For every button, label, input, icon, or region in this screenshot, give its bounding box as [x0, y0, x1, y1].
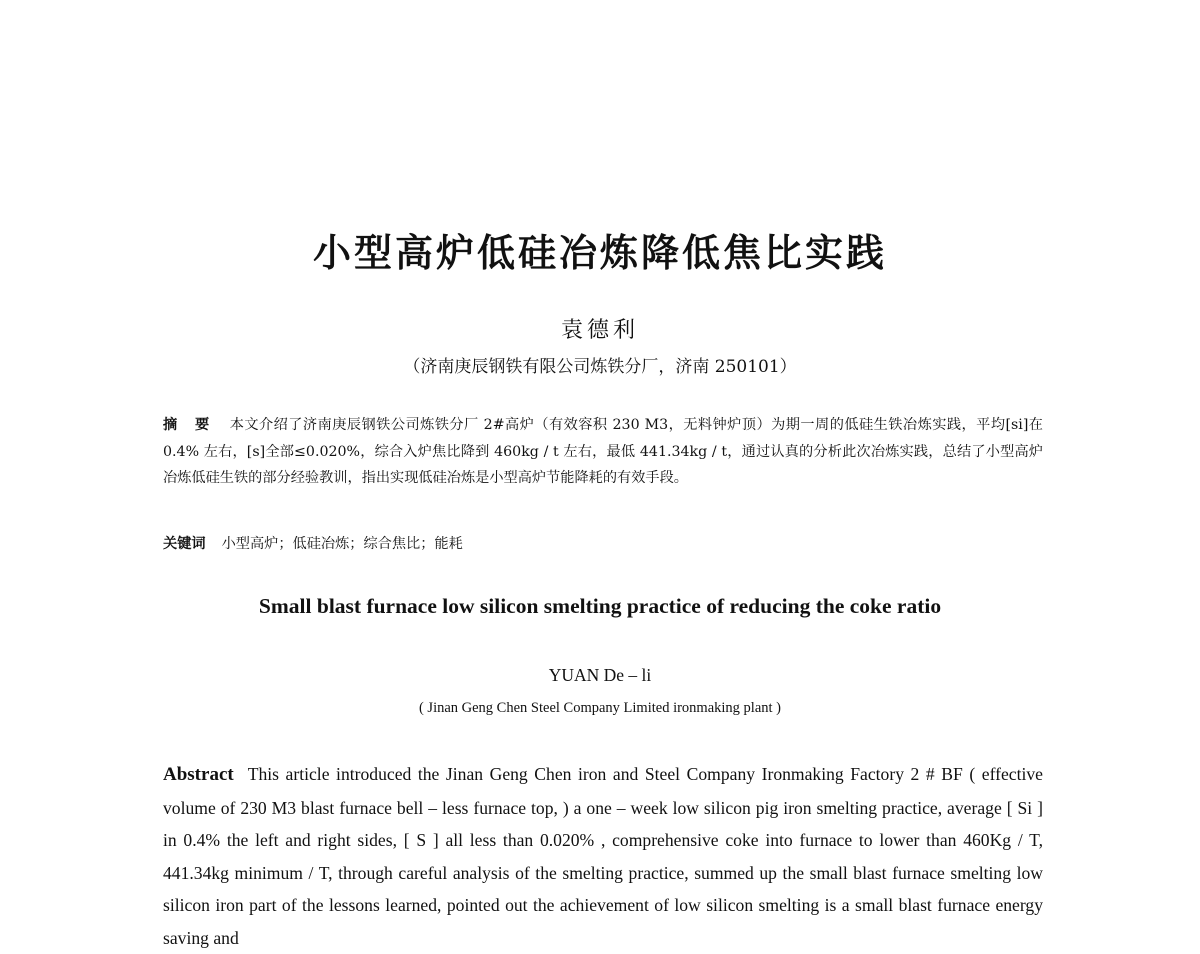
english-abstract-text: This article introduced the Jinan Geng Chen iron and Steel Company Ironmaking Factory 2 # BF ( effective volume of 230 M3 blast furnace bell – less furnace top, ) a one – week low silicon pig iron smelting practice, average [ Si ] in 0.4% the left and right sides, [ S ] all less than 0.020% , comprehensive coke into furnace to lower than 460Kg / T, 441.34kg minimum / T, through careful analysis of the smelting practice, summed up the small blast furnace smelting low silicon iron part of the lessons learned, pointed out the achievement of low silicon smelting is a small blast furnace energy saving and: [163, 764, 1043, 948]
english-author: YUAN De – li: [548, 665, 652, 685]
chinese-author: 袁德利: [560, 318, 639, 343]
chinese-abstract-text: 本文介绍了济南庚辰钢铁公司炼铁分厂 2#高炉（有效容积 230 M3，无料钟炉顶）为期一周的低硅生铁冶炼实践，平均[si]在 0.4% 左右，[s]全部≤0.020%，综合入炉焦比降到 460kg / t 左右，最低 441.34kg / t，通过认真的分析此次冶炼实践，总结了小型高炉冶炼低硅生铁的部分经验教训，指出实现低硅冶炼是小型高炉节能降耗的有效手段。: [163, 417, 1043, 486]
english-abstract: [163, 758, 1043, 954]
chinese-affiliation: （济南庚辰钢铁有限公司炼铁分厂，济南 250101）: [403, 357, 797, 377]
chinese-keywords: [163, 531, 1043, 557]
chinese-keywords-label: 关键词: [163, 536, 206, 552]
english-title: Small blast furnace low silicon smelting practice of reducing the coke ratio: [258, 594, 942, 618]
chinese-title: 小型高炉低硅冶炼降低焦比实践: [312, 231, 887, 275]
english-abstract-label: Abstract: [163, 764, 234, 785]
english-affiliation: ( Jinan Geng Chen Steel Company Limited ironmaking plant ): [418, 700, 782, 716]
chinese-keywords-text: 小型高炉；低硅冶炼；综合焦比；能耗: [221, 536, 463, 552]
chinese-abstract: [163, 412, 1043, 492]
chinese-abstract-label: 摘 要: [163, 417, 216, 433]
